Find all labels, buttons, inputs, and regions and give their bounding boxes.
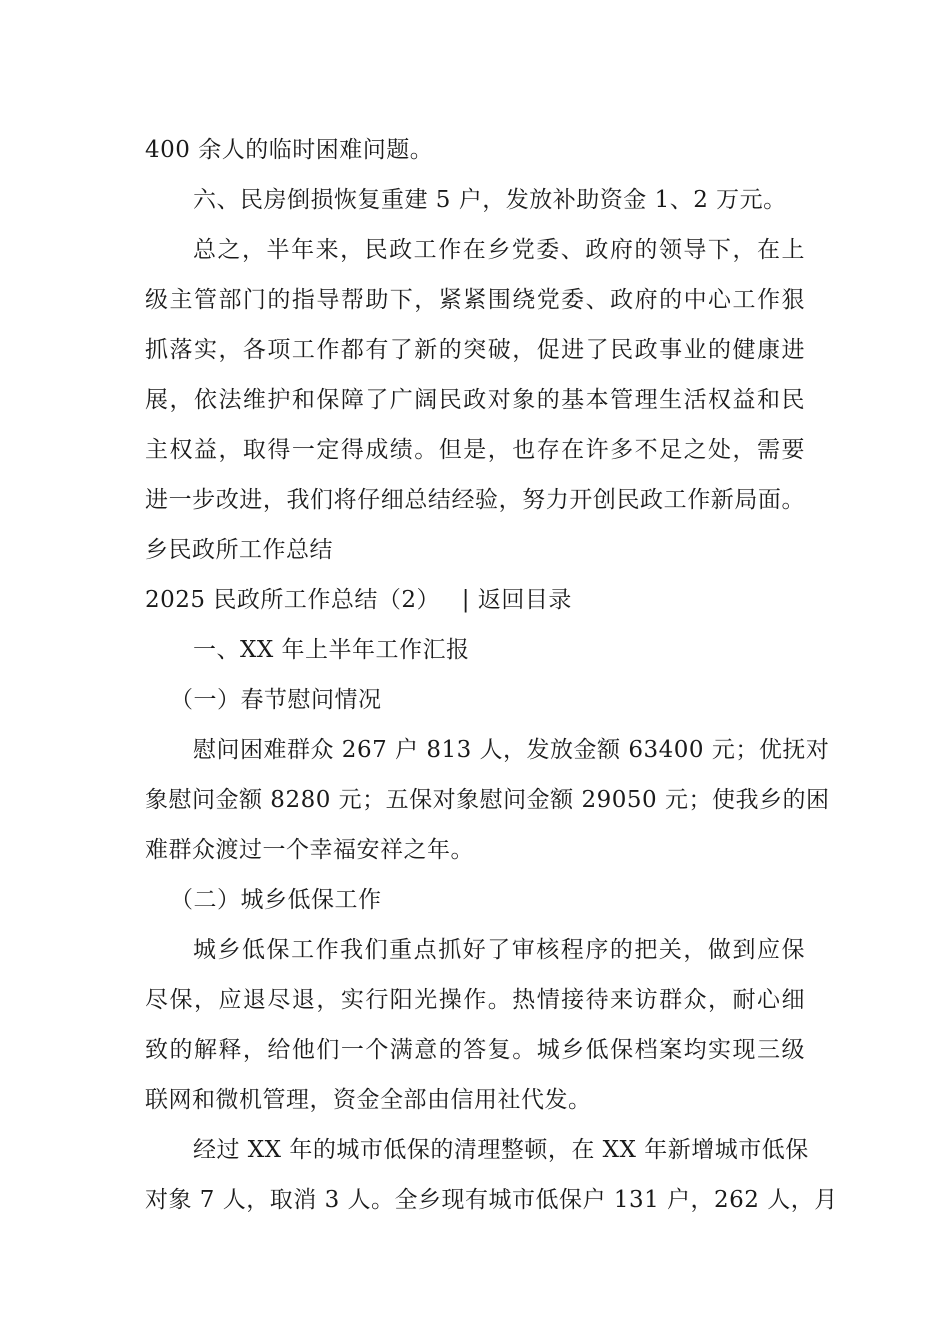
subsection-heading: （一）春节慰问情况 (170, 687, 382, 713)
paragraph-line: 尽保，应退尽退，实行阳光操作。热情接待来访群众，耐心细 (145, 987, 805, 1013)
paragraph-line: 六、民房倒损恢复重建 5 户，发放补助资金 1、2 万元。 (193, 187, 787, 213)
paragraph-line: 抓落实，各项工作都有了新的突破，促进了民政事业的健康进 (145, 337, 805, 363)
paragraph-line: 对象 7 人，取消 3 人。全乡现有城市低保户 131 户，262 人，月 (145, 1187, 838, 1213)
paragraph-line: 400 余人的临时困难问题。 (145, 137, 434, 163)
paragraph-line: 城乡低保工作我们重点抓好了审核程序的把关，做到应保 (193, 937, 805, 963)
paragraph-line: 级主管部门的指导帮助下，紧紧围绕党委、政府的中心工作狠 (145, 287, 805, 313)
paragraph-line: 进一步改进，我们将仔细总结经验，努力开创民政工作新局面。 (145, 487, 805, 513)
paragraph-line: 致的解释，给他们一个满意的答复。城乡低保档案均实现三级 (145, 1037, 805, 1063)
subsection-heading: （二）城乡低保工作 (170, 887, 382, 913)
back-to-contents-link[interactable]: | 返回目录 (461, 587, 572, 613)
paragraph-line: 总之，半年来，民政工作在乡党委、政府的领导下，在上 (193, 237, 805, 263)
section-heading: 乡民政所工作总结 (145, 537, 333, 563)
paragraph-line: 经过 XX 年的城市低保的清理整顿，在 XX 年新增城市低保 (193, 1137, 809, 1163)
document-title (145, 584, 572, 616)
title-text: 2025 民政所工作总结（2） (145, 587, 440, 613)
paragraph-line: 展，依法维护和保障了广阔民政对象的基本管理生活权益和民 (145, 387, 805, 413)
paragraph-line: 联网和微机管理，资金全部由信用社代发。 (145, 1087, 592, 1113)
paragraph-line: 难群众渡过一个幸福安祥之年。 (145, 837, 474, 863)
paragraph-line: 主权益，取得一定得成绩。但是，也存在许多不足之处，需要 (145, 437, 805, 463)
paragraph-line: 象慰问金额 8280 元；五保对象慰问金额 29050 元；使我乡的困 (145, 787, 830, 813)
section-heading: 一、XX 年上半年工作汇报 (193, 637, 470, 663)
paragraph-line: 慰问困难群众 267 户 813 人，发放金额 63400 元；优抚对 (193, 737, 830, 763)
